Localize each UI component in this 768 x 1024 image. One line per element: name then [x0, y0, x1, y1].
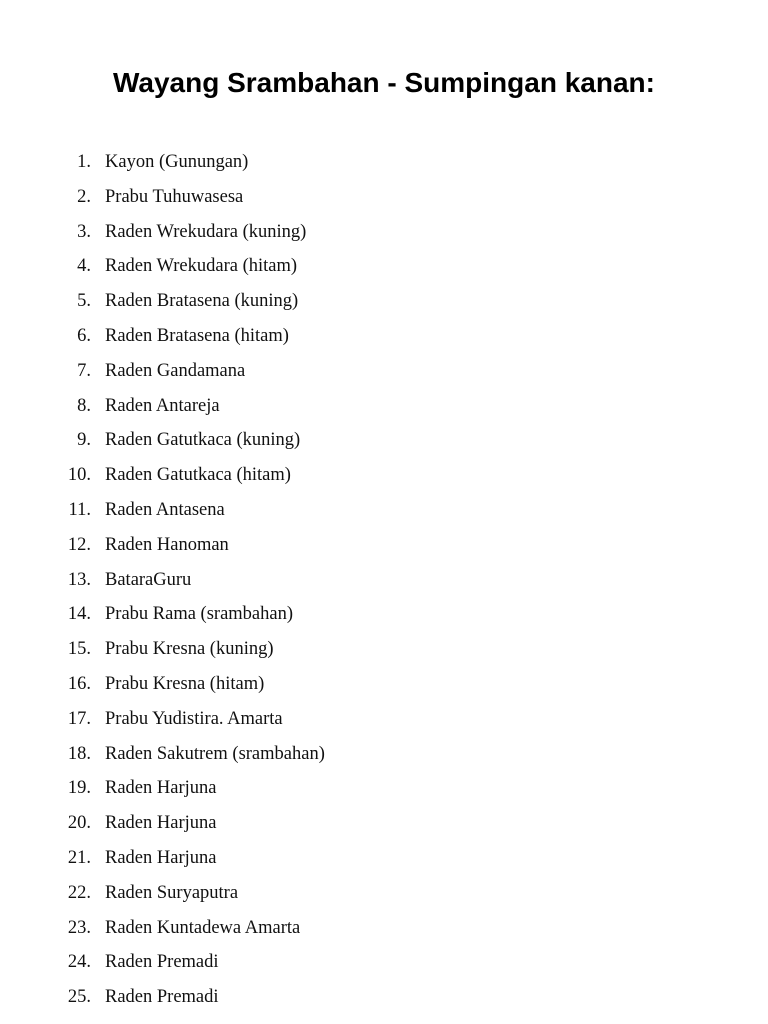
list-item	[0, 286, 768, 321]
list-item	[0, 982, 768, 1017]
list-item	[0, 947, 768, 982]
list-item-label: Raden Harjuna	[105, 847, 217, 868]
list-item-label: Raden Premadi	[105, 952, 219, 973]
list-item-label: Raden Suryaputra	[105, 882, 239, 903]
list-item-number: 13.	[67, 569, 91, 590]
list-item-number: 22.	[67, 882, 91, 903]
list-item-label: Prabu Kresna (kuning)	[105, 639, 274, 660]
list-item	[0, 634, 768, 669]
list-item	[0, 773, 768, 808]
list-item	[0, 356, 768, 391]
list-item-number: 17.	[67, 708, 91, 729]
list-item-number: 18.	[67, 743, 91, 764]
list-item	[0, 599, 768, 634]
list-item	[0, 182, 768, 217]
list-item-number: 9.	[77, 430, 91, 451]
list-item	[0, 391, 768, 426]
list-item-label: Raden Antareja	[105, 395, 220, 416]
list-item-number: 19.	[67, 778, 91, 799]
list-item	[0, 669, 768, 704]
list-item-label: Raden Harjuna	[105, 778, 217, 799]
list-item-number: 1.	[77, 152, 91, 172]
list-item	[0, 565, 768, 600]
list-item-label: Raden Kuntadewa Amarta	[105, 917, 301, 938]
list-item-label: Raden Sakutrem (srambahan)	[105, 743, 325, 764]
list-item-label: BataraGuru	[105, 569, 192, 590]
list-item	[0, 530, 768, 565]
list-item	[0, 704, 768, 739]
list-item-number: 14.	[67, 604, 91, 625]
list-item	[0, 147, 768, 182]
list-item-number: 3.	[77, 221, 91, 242]
list-item-label: Prabu Rama (srambahan)	[105, 604, 294, 625]
list-item-label: Raden Antasena	[105, 499, 225, 520]
list-item-number: 23.	[67, 917, 91, 938]
list-item	[0, 878, 768, 913]
list-item-label: Raden Hanoman	[105, 534, 229, 555]
list-item-label: Raden Gandamana	[105, 360, 246, 381]
document-title: Wayang Srambahan - Sumpingan kanan:	[113, 67, 655, 98]
list-item-label: Kayon (Gunungan)	[105, 152, 249, 172]
list-item-label: Raden Gatutkaca (hitam)	[105, 465, 291, 486]
list-item	[0, 217, 768, 252]
list-item-number: 15.	[67, 639, 91, 660]
list-item-label: Raden Harjuna	[105, 813, 217, 834]
list-item-number: 8.	[77, 395, 91, 416]
list-item	[0, 843, 768, 878]
list-item-number: 10.	[67, 465, 91, 486]
list-item	[0, 321, 768, 356]
list-item-number: 16.	[67, 673, 91, 694]
list-item	[0, 495, 768, 530]
list-item	[0, 425, 768, 460]
list-item-number: 24.	[67, 952, 91, 973]
list-item	[0, 460, 768, 495]
list-item-label: Prabu Tuhuwasesa	[105, 186, 244, 207]
list-item	[0, 913, 768, 948]
list-item-label: Raden Wrekudara (kuning)	[105, 221, 307, 242]
list-item	[0, 739, 768, 774]
list-item	[0, 808, 768, 843]
list-item-label: Raden Bratasena (hitam)	[105, 325, 289, 346]
list-item-number: 5.	[77, 291, 91, 312]
list-item-number: 11.	[68, 499, 91, 520]
list-item-label: Prabu Kresna (hitam)	[105, 673, 265, 694]
list-item-number: 12.	[67, 534, 91, 555]
character-list	[0, 147, 768, 1017]
list-item	[0, 251, 768, 286]
list-item-label: Raden Gatutkaca (kuning)	[105, 430, 301, 451]
list-item-number: 6.	[77, 325, 91, 346]
list-item-number: 7.	[77, 360, 91, 381]
list-item-label: Raden Bratasena (kuning)	[105, 291, 299, 312]
list-item-number: 4.	[77, 256, 91, 277]
list-item-number: 20.	[67, 813, 91, 834]
list-item-label: Raden Wrekudara (hitam)	[105, 256, 298, 277]
list-item-number: 21.	[67, 847, 91, 868]
list-item-label: Prabu Yudistira. Amarta	[105, 708, 283, 729]
list-item-number: 25.	[67, 987, 91, 1008]
list-item-label: Raden Premadi	[105, 987, 219, 1008]
list-item-number: 2.	[77, 186, 91, 207]
